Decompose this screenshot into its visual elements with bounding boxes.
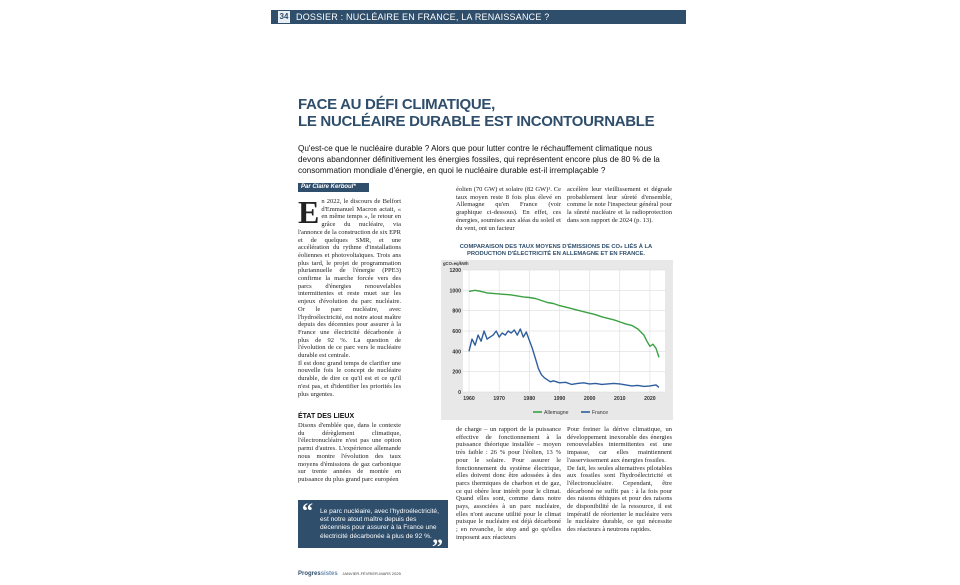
section-subheading: ÉTAT DES LIEUX (298, 413, 355, 420)
body-column-2-bottom (456, 426, 561, 551)
body-column-3-top (567, 186, 672, 241)
magazine-footer (298, 571, 401, 577)
body-paragraph: accélère leur vieillissement et dégrade probablement leur sûreté d'ensemble, comme le note l'inspecteur général pour la sûreté nucléaire et la radioprotection dans son rapport de 2024 (p. 13). (567, 186, 672, 224)
legend-label-allemagne: Allemagne (544, 410, 569, 416)
legend-label-france: France (592, 410, 609, 416)
emissions-chart (441, 260, 673, 420)
section-header-bar (271, 10, 686, 24)
x-tick-label: 1990 (553, 396, 566, 402)
x-tick-label: 2000 (583, 396, 596, 402)
body-paragraph: de charge – un rapport de la puissance effective de fonctionnement à la puissance théorique installée – moyen très faible : 26 % pour l'éolien, 13 % pour le solaire. Pour assurer le fonctionnement du système électrique, elles doivent donc être adossées à des parcs thermiques de charbon et de gaz, ce qui obère leur intérêt pour le climat. Quand elles sont, comme dans notre pays, associées à un parc nucléaire, elles n'ont aucune utilité pour le climat puisque le nucléaire est déjà décarboné ; en revanche, le stop and go qu'elles imposent aux réacteurs (456, 426, 561, 541)
y-axis-label: gCO₂eq/kWh (443, 261, 469, 266)
article-title (298, 96, 658, 130)
x-tick-label: 1980 (523, 396, 536, 402)
pull-quote (298, 498, 448, 559)
brand-name-part-1: Progres (298, 571, 321, 577)
drop-cap: E (298, 198, 320, 230)
author-byline: Par Claire Kerboul* (298, 183, 369, 192)
body-column-2-top (456, 186, 561, 241)
y-tick-label: 800 (452, 308, 461, 315)
x-tick-label: 1960 (463, 396, 475, 402)
x-tick-label: 1970 (493, 396, 505, 402)
issue-date: JANVIER-FÉVRIER-MARS 2025 (342, 571, 401, 576)
title-line-2: LE NUCLÉAIRE DURABLE EST INCONTOURNABLE (298, 113, 655, 130)
x-tick-label: 2020 (644, 396, 656, 402)
body-paragraph: Il est donc grand temps de clarifier une nouvelle fois le concept de nucléaire durable, de dire ce qu'il est et ce qu'il n'est pas, et d'identifier les priorités les plus urgentes. (298, 359, 401, 398)
magazine-page (271, 0, 686, 585)
body-paragraph: De fait, les seules alternatives pilotables aux fossiles sont l'hydroélectricité et l'électronucléaire. Cependant, être décarboné ne suffit pas : à la fois pour des raisons éthiques et pour des raisons de disponibilité de la ressource, il est impératif de réorienter le nucléaire vers le nucléaire durable, ce qui nécessite des réacteurs à neutrons rapides. (567, 464, 672, 534)
section-title: DOSSIER : NUCLÉAIRE EN FRANCE, LA RENAISSANCE ? (296, 12, 550, 22)
brand-name-part-2: sistes (320, 571, 338, 577)
y-tick-label: 1200 (449, 268, 461, 274)
chart-title: COMPARAISON DES TAUX MOYENS D'ÉMISSIONS DE CO₂ LIÉS À LA PRODUCTION D'ÉLECTRICITÉ EN ALLEMAGNE ET EN FRANCE. (459, 244, 653, 257)
body-paragraph: Disons d'emblée que, dans le contexte du dérèglement climatique, l'électronucléaire n'est pas une option parmi d'autres. L'expérience allemande nous montre l'évolution des taux moyens d'émissions de gaz carbonique sur trente années de montée en puissance du plus grand parc européen (298, 422, 401, 483)
y-tick-label: 200 (452, 369, 461, 376)
x-tick-label: 2010 (614, 396, 626, 402)
page-number: 34 (279, 12, 289, 21)
y-tick-label: 0 (458, 390, 461, 396)
y-tick-label: 600 (452, 329, 461, 335)
title-line-1: FACE AU DÉFI CLIMATIQUE, (298, 96, 495, 113)
body-column-1 (298, 198, 401, 410)
chart-svg (441, 260, 673, 420)
quote-close-icon: ” (432, 534, 443, 559)
body-column-1-continued (298, 422, 401, 498)
article-lead: Qu'est-ce que le nucléaire durable ? Alors que pour lutter contre le réchauffement climatique nous devons abandonner définitivement les énergies fossiles, qui représentent encore plus de 80 % de la consommation mondiale d'énergie, en quoi le nucléaire durable est-il irremplaçable ? (298, 144, 660, 175)
quote-open-icon: “ (302, 498, 313, 523)
body-column-3-bottom (567, 426, 672, 551)
y-tick-label: 400 (452, 349, 461, 356)
y-tick-label: 1000 (449, 288, 461, 295)
body-paragraph: n 2022, le discours de Belfort d'Emmanuel Macron actait, « en même temps », le retour en grâce du nucléaire, via l'annonce de la construction de six EPR et de quelques SMR, et une accélération du rythme d'installations éoliennes et photovoltaïques. Trois ans plus tard, le projet de programmation pluriannuelle de l'énergie (PPE3) confirme la marche forcée vers des parcs d'énergies renouvelables intermittentes et reste muet sur les enjeux d'évolution du parc nucléaire. Or le parc nucléaire, avec l'hydroélectricité, est notre atout maître depuis des décennies pour assurer à la France une électricité décarbonée à plus de 92 %. La question de l'évolution de ce parc vers le nucléaire durable est centrale. (298, 198, 401, 360)
body-paragraph: Pour freiner la dérive climatique, un développement inexorable des énergies renouvelables intermittentes est une impasse, car elles maintiennent l'asservissement aux énergies fossiles. (567, 426, 672, 464)
body-paragraph: éolien (70 GW) et solaire (82 GW)¹. Ce taux moyen reste 8 fois plus élevé en Allemagne qu'en France (voir graphique ci-dessous). En effet, ces énergies, soumises aux aléas du soleil et du vent, ont un facteur (456, 186, 561, 232)
pull-quote-text: Le parc nucléaire, avec l'hydroélectricité, est notre atout maître depuis des décennies pour assurer à la France une électricité décarbonée à plus de 92 %. (320, 508, 439, 540)
